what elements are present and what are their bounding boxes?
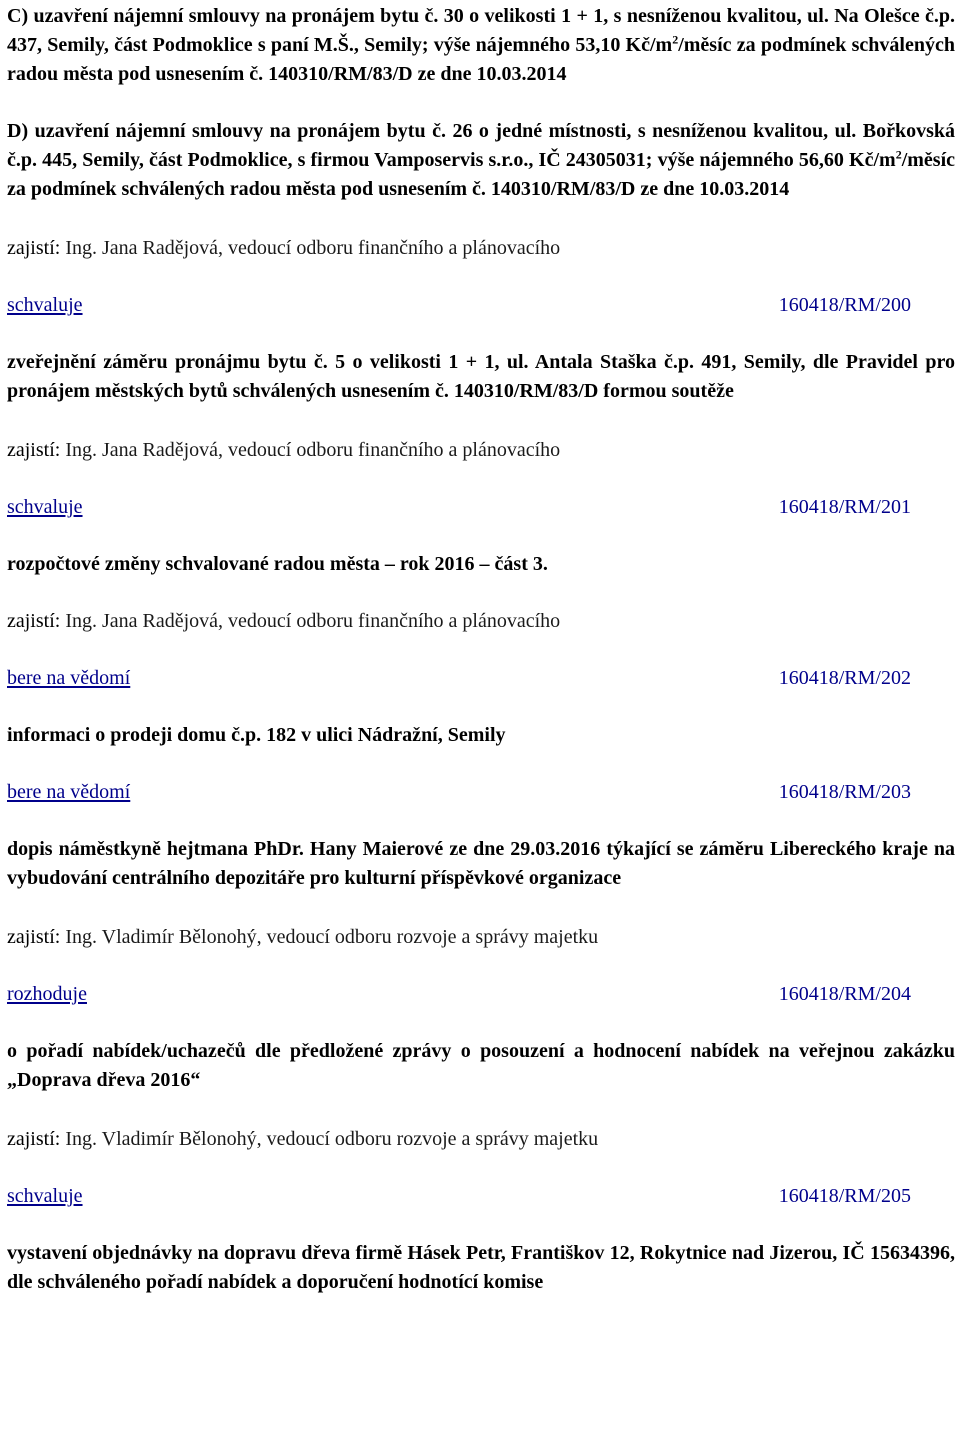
resolution-text: zveřejnění záměru pronájmu bytu č. 5 o velikosti 1 + 1, ul. Antala Staška č.p. 491, Semily, dle Pravidel pro pronájem městských bytů schválených usnesením č. 140310/RM/83/D formou soutěže [7, 351, 955, 402]
responsible-line [7, 923, 955, 952]
responsible-person: Ing. Jana Radějová, vedoucí odboru finančního a plánovacího [65, 610, 561, 632]
resolution-header [7, 980, 955, 1009]
responsible-label: zajistí: [7, 926, 61, 948]
responsible-line [7, 436, 955, 465]
resolution-header [7, 493, 955, 522]
superscript: 2 [672, 32, 679, 47]
responsible-label: zajistí: [7, 610, 61, 632]
resolution-verb: schvaluje [7, 1185, 83, 1207]
resolution-header [7, 291, 955, 320]
paragraph-c-text: C) uzavření nájemní smlouvy na pronájem bytu č. 30 o velikosti 1 + 1, s nesníženou kvalitou, ul. Na Olešce č.p. 437, Semily, část Podmoklice s paní M.Š., Semily; výše nájemného 53,10 Kč/m [7, 5, 955, 56]
resolution-verb: rozhoduje [7, 983, 87, 1005]
resolution-verb: bere na vědomí [7, 667, 131, 689]
resolution-number: 160418/RM/200 [778, 294, 911, 316]
responsible-person: Ing. Vladimír Bělonohý, vedoucí odboru rozvoje a správy majetku [65, 926, 599, 948]
responsible-line [7, 1125, 955, 1154]
resolution-header [7, 664, 955, 693]
resolution-text: vystavení objednávky na dopravu dřeva firmě Hásek Petr, Františkov 12, Rokytnice nad Jizerou, IČ 15634396, dle schváleného pořadí nabídek a doporučení hodnotící komise [7, 1242, 955, 1293]
responsible-person: Ing. Jana Radějová, vedoucí odboru finančního a plánovacího [65, 439, 561, 461]
responsible-person: Ing. Jana Radějová, vedoucí odboru finančního a plánovacího [65, 237, 561, 259]
paragraph-d-text: D) uzavření nájemní smlouvy na pronájem bytu č. 26 o jedné místnosti, s nesníženou kvalitou, ul. Bořkovská č.p. 445, Semily, část Podmoklice, s firmou Vamposervis s.r.o., IČ 24305031; výše nájemného 56,60 Kč/m [7, 120, 955, 171]
responsible-label: zajistí: [7, 439, 61, 461]
resolution-header [7, 778, 955, 807]
responsible-line [7, 234, 955, 263]
resolution-number: 160418/RM/204 [778, 983, 911, 1005]
document-page [7, 0, 955, 1297]
resolution-number: 160418/RM/202 [778, 667, 911, 689]
paragraph-c-text-end: /měsíc za podmínek schválených radou města pod usnesením č. 140310/RM/83/D ze dne 10.03.2014 [7, 34, 955, 85]
resolution-text: dopis náměstkyně hejtmana PhDr. Hany Maierové ze dne 29.03.2016 týkající se záměru Libereckého kraje na vybudování centrálního depozitáře pro kulturní příspěvkové organizace [7, 838, 955, 889]
resolution-verb: bere na vědomí [7, 781, 131, 803]
resolution-number: 160418/RM/205 [778, 1185, 911, 1207]
superscript: 2 [895, 147, 902, 162]
responsible-line [7, 607, 955, 636]
resolution-verb: schvaluje [7, 294, 83, 316]
paragraph-d-text-end: /měsíc za podmínek schválených radou města pod usnesením č. 140310/RM/83/D ze dne 10.03.2014 [7, 149, 955, 200]
resolution-header [7, 1182, 955, 1211]
responsible-label: zajistí: [7, 237, 61, 259]
resolution-text: rozpočtové změny schvalované radou města – rok 2016 – část 3. [7, 553, 548, 575]
resolution-number: 160418/RM/201 [778, 496, 911, 518]
resolution-text: o pořadí nabídek/uchazečů dle předložené zprávy o posouzení a hodnocení nabídek na veřejnou zakázku „Doprava dřeva 2016“ [7, 1040, 955, 1091]
resolution-number: 160418/RM/203 [778, 781, 911, 803]
responsible-person: Ing. Vladimír Bělonohý, vedoucí odboru rozvoje a správy majetku [65, 1128, 599, 1150]
resolution-verb: schvaluje [7, 496, 83, 518]
resolution-text: informaci o prodeji domu č.p. 182 v ulici Nádražní, Semily [7, 724, 506, 746]
paragraph-d [7, 117, 955, 204]
paragraph-c [7, 2, 955, 89]
responsible-label: zajistí: [7, 1128, 61, 1150]
